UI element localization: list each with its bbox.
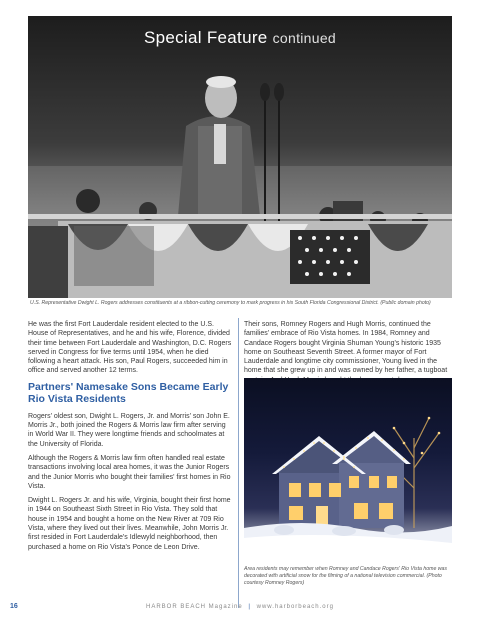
house-photo-illustration [244, 378, 452, 564]
paragraph: Although the Rogers & Morris law firm often handled real estate transactions involving local area homes, it was the Junior Rogers and the Junior Morris who bought their families' first homes in Rio Vista. [28, 454, 231, 490]
section-subheading: Partners' Namesake Sons Became Early Rio Vista Residents [28, 380, 229, 406]
website-link[interactable]: www.harborbeach.org [256, 604, 334, 610]
paragraph: Rogers' oldest son, Dwight L. Rogers, Jr. and Morris' son John E. Morris Jr., both joined the Rogers & Morris law firm after serving in World War II. They were longtime friends and schoolmates at the University of Florida. [28, 412, 230, 448]
house-photo-caption: Area residents may remember when Romney and Candace Rogers' Rio Vista home was decorated with artificial snow for the filming of a national television commercial. (Photo courtesy Romney Rogers) [244, 566, 448, 586]
page-title-text: Special Feature [143, 28, 268, 47]
left-column [28, 320, 232, 557]
paragraph: He was the first Fort Lauderdale resident elected to the U.S. House of Representatives, and he and his wife, Florence, divided their time between Fort Lauderdale and Washington, D.C. Rogers served in Congress for five terms until 1954, when he died following a heart attack. His son, Paul Rogers, succeeded him in office and served another 12 terms. [28, 321, 232, 375]
footer-credits [0, 604, 480, 610]
page-footer [0, 603, 480, 615]
house-photo [244, 378, 452, 564]
footer-separator: | [248, 604, 251, 610]
page-title-suffix: continued [272, 30, 337, 46]
paragraph: Their sons, Romney Rogers and Hugh Morris, continued the families' embrace of Rio Vista homes. In 1984, Romney and Candace Rogers bought Virginia Shuman Young's historic 1935 home on Southeast Seventh Street. A former mayor of Fort Lauderdale and longtime city commissioner, Young lived in the home that she grew up in and was owned by her father, a tugboat [244, 321, 448, 375]
hero-photo [28, 16, 452, 298]
page-number: 16 [10, 603, 18, 610]
hero-photo-illustration [28, 16, 452, 298]
paragraph: Dwight L. Rogers Jr. and his wife, Virginia, bought their first home in 1944 on Southeast Sixth Street in Rio Vista. They sold that house in 1954 and bought a home on the New River at 709 Rio Vista, where they lived out their lives. Meanwhile, John Morris Jr. first resided in Fort Lauderdale's Idlewyld neighborhood, then purchased a home on Rio Vista's Ponce de Leon Drive. [28, 497, 231, 551]
magazine-name: HARBOR BEACH Magazine [146, 604, 243, 610]
column-divider [238, 318, 239, 608]
page-title [28, 28, 452, 48]
hero-photo-caption: U.S. Representative Dwight L. Rogers addresses constituents at a ribbon-cutting ceremony to mark progress in his South Florida Congressional District. (Public domain photo) [30, 300, 431, 306]
